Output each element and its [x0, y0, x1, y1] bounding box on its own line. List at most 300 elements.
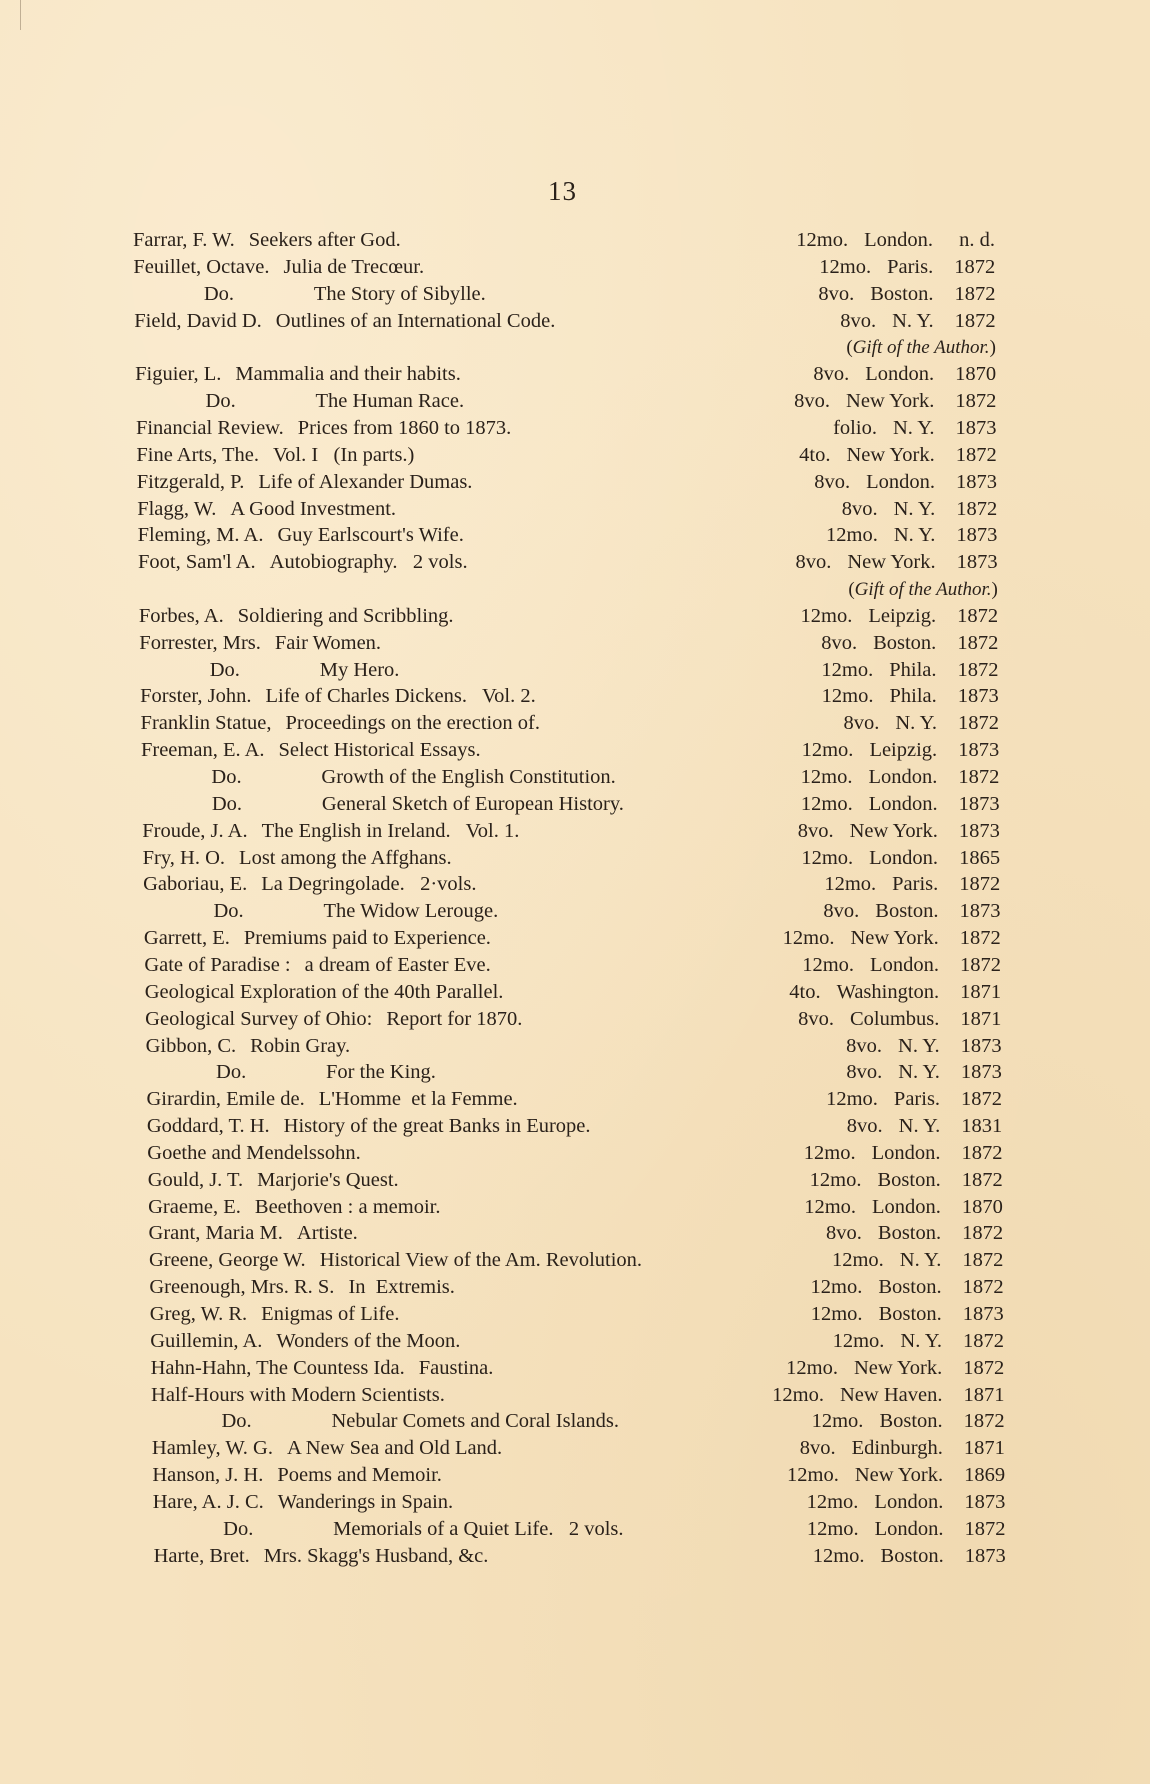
entry-title: Growth of the English Constitution. — [321, 766, 616, 788]
catalogue-entry — [136, 442, 414, 469]
entry-year: 1871 — [960, 980, 1002, 1003]
entry-title: History of the great Banks in Europe. — [283, 1115, 591, 1138]
entry-author: Gould, J. T. — [147, 1168, 244, 1191]
entry-place: Boston. — [880, 1544, 944, 1567]
entry-year: 1873 — [960, 1034, 1002, 1057]
entry-title: The Human Race. — [315, 390, 465, 413]
catalogue-entry — [141, 710, 540, 737]
entry-author: Grant, Maria M. — [148, 1222, 283, 1245]
entry-year: 1870 — [955, 363, 997, 386]
entry-place: Paris. — [893, 1088, 941, 1111]
entry-imprint — [807, 1516, 1006, 1543]
entry-imprint — [846, 1059, 1001, 1086]
entry-place: Phila. — [889, 685, 937, 708]
gift-note — [846, 334, 996, 361]
catalogue-entry — [144, 925, 491, 952]
entry-imprint — [802, 737, 1000, 764]
entry-author: Farrar, F. W. — [133, 229, 235, 251]
entry-imprint — [801, 791, 1000, 818]
entry-format: 12mo. — [801, 846, 854, 869]
entry-place: London. — [871, 1141, 941, 1164]
entry-place: Edinburgh. — [851, 1437, 943, 1460]
entry-title: Mammalia and their habits. — [235, 363, 461, 386]
catalogue-entry — [152, 1462, 442, 1489]
entry-place: London. — [872, 1195, 941, 1218]
catalogue-entry — [151, 1382, 459, 1409]
entry-imprint — [783, 925, 1001, 952]
entry-imprint — [798, 1006, 1001, 1033]
entry-format: 12mo. — [782, 927, 835, 950]
entry-format: 8vo. — [798, 1007, 834, 1030]
entry-title: Poems and Memoir. — [277, 1464, 442, 1487]
entry-imprint — [813, 361, 996, 388]
entry-title: Vol. I (In parts.) — [272, 443, 415, 466]
entry-format: 8vo. — [841, 497, 878, 520]
entry-format: 12mo. — [809, 1168, 862, 1191]
entry-place: London. — [870, 953, 939, 976]
entry-author: Hare, A. J. C. — [152, 1490, 264, 1513]
entry-format: 12mo. — [800, 792, 853, 815]
entry-year: 1872 — [961, 1088, 1003, 1111]
entry-year: 1871 — [963, 1383, 1005, 1406]
entry-author: Financial Review. — [135, 416, 284, 439]
entry-place: Washington. — [836, 980, 940, 1003]
entry-title: Lost among the Affghans. — [239, 846, 452, 869]
entry-author: Fleming, M. A. — [137, 524, 264, 547]
entry-imprint — [846, 1033, 1001, 1060]
entry-format: 12mo. — [806, 1490, 859, 1513]
entry-year: 1872 — [956, 497, 998, 520]
entry-title: Faustina. — [418, 1356, 494, 1379]
entry-year: 1873 — [964, 1490, 1006, 1513]
catalogue-entry — [150, 1301, 400, 1328]
entry-year: 1872 — [957, 604, 999, 627]
entry-title: Life of Charles Dickens. Vol. 2. — [265, 685, 536, 708]
entry-place: New York. — [847, 551, 936, 574]
entry-title: Proceedings on the erection of. — [285, 712, 540, 735]
entry-author: Gibbon, C. — [145, 1034, 237, 1057]
entry-place: Leipzig. — [869, 739, 938, 762]
catalogue-entry — [144, 952, 490, 979]
entry-place: N. Y. — [900, 1329, 943, 1352]
entry-format: 12mo. — [787, 1464, 839, 1487]
entry-author: Half-Hours with Modern Scientists. — [151, 1383, 445, 1406]
entry-format: 8vo. — [840, 309, 877, 332]
entry-format: 12mo. — [806, 1517, 859, 1540]
entry-title: Beethoven : a memoir. — [254, 1195, 441, 1218]
entry-title: Premiums paid to Experience. — [243, 927, 491, 950]
catalogue-entry — [146, 1059, 436, 1086]
entry-imprint — [772, 1382, 1004, 1409]
entry-place: Boston. — [877, 1168, 941, 1191]
entry-place: N. Y. — [898, 1061, 940, 1084]
entry-place: N. Y. — [899, 1249, 942, 1272]
entry-year: 1870 — [961, 1195, 1003, 1218]
entry-imprint — [812, 1408, 1005, 1435]
catalogue-entry — [141, 764, 615, 791]
entry-title: Report for 1870. — [386, 1007, 523, 1030]
entry-format: 12mo. — [819, 255, 872, 278]
entry-format: 12mo. — [810, 1303, 863, 1325]
entry-format: 12mo. — [831, 1249, 884, 1272]
entry-title: Mrs. Skagg's Husband, &c. — [263, 1544, 489, 1567]
entry-format: 8vo. — [846, 1061, 883, 1084]
entry-place: N. Y. — [893, 497, 936, 520]
entry-place: New Haven. — [839, 1383, 943, 1406]
ditto-mark: Do. — [203, 282, 235, 305]
entry-author: Flagg, W. — [137, 497, 217, 520]
entry-format: 12mo. — [832, 1329, 885, 1352]
entry-format: 4to. — [789, 980, 821, 1003]
entry-place: N. Y. — [898, 1034, 940, 1057]
entry-author: Harte, Bret. — [153, 1544, 250, 1567]
catalogue-entry — [151, 1355, 494, 1382]
entry-title: La Degringolade. 2·vols. — [261, 873, 477, 896]
catalogue-entry — [134, 308, 555, 335]
entry-imprint — [801, 764, 1000, 791]
catalogue-entry — [149, 1247, 642, 1274]
entry-format: 4to. — [799, 443, 831, 466]
entry-year: 1872 — [958, 766, 1000, 788]
entry-year: 1872 — [962, 1222, 1004, 1245]
entry-year: 1872 — [955, 390, 997, 413]
catalogue-entry — [139, 603, 454, 630]
entry-format: 8vo. — [843, 712, 880, 735]
entry-title: Seekers after God. — [248, 229, 401, 251]
entry-format: 12mo. — [826, 524, 878, 547]
entry-format: 8vo. — [795, 551, 832, 574]
entry-title: Autobiography. 2 vols. — [269, 551, 468, 574]
gift-note-text: Gift of the Author. — [854, 579, 992, 601]
catalogue-entry — [148, 1194, 440, 1221]
entry-year: 1873 — [955, 470, 997, 493]
entry-year: 1871 — [963, 1437, 1005, 1460]
entry-imprint — [847, 1113, 1002, 1140]
entry-format: 8vo. — [818, 282, 855, 305]
catalogue-entry — [143, 845, 452, 872]
entry-author: Geological Survey of Ohio: — [145, 1007, 373, 1030]
open-paren: ( — [848, 579, 855, 601]
catalogue-entry — [152, 1435, 502, 1462]
entry-imprint — [799, 442, 997, 469]
entry-imprint — [787, 1462, 1005, 1489]
entry-year: 1831 — [961, 1115, 1003, 1138]
open-paren: ( — [846, 337, 853, 359]
entry-title: Julia de Trecœur. — [283, 255, 425, 278]
entry-place: N. Y. — [895, 712, 937, 735]
catalogue-entry — [137, 496, 396, 523]
catalogue-entry — [153, 1516, 623, 1543]
entry-imprint — [821, 657, 998, 684]
entry-imprint — [801, 603, 999, 630]
entry-format: 8vo. — [846, 1034, 883, 1057]
catalogue-entry — [149, 1274, 455, 1301]
entry-format: 12mo. — [826, 1088, 878, 1111]
entry-author: Hahn-Hahn, The Countess Ida. — [150, 1356, 405, 1379]
entry-imprint — [813, 1543, 1006, 1570]
catalogue-entry — [146, 1086, 517, 1113]
catalogue-entry — [137, 469, 473, 496]
catalogue-entry — [141, 737, 481, 764]
entry-title: Wanderings in Spain. — [277, 1490, 454, 1513]
entry-author: Graeme, E. — [148, 1195, 241, 1218]
catalogue-entry — [136, 415, 511, 442]
catalogue-entry — [154, 1543, 489, 1570]
catalogue-entry — [133, 227, 401, 254]
entry-title: A Good Investment. — [230, 497, 397, 520]
entry-format: 12mo. — [772, 1383, 824, 1406]
entry-place: Boston. — [877, 1222, 942, 1245]
entry-year: 1872 — [961, 1141, 1003, 1164]
entry-title: The Story of Sibylle. — [313, 282, 486, 305]
entry-place: New York. — [846, 390, 935, 413]
ditto-mark: Do. — [211, 766, 242, 788]
entry-format: 12mo. — [802, 953, 855, 976]
entry-place: Boston. — [879, 1410, 943, 1433]
entry-imprint — [794, 388, 996, 415]
entry-format: 12mo. — [824, 873, 877, 896]
entry-year: 1872 — [963, 1329, 1005, 1352]
entry-year: 1873 — [956, 551, 998, 574]
entry-imprint — [833, 1328, 1004, 1355]
entry-imprint — [801, 845, 1000, 872]
catalogue-entry — [153, 1489, 453, 1516]
entry-place: Leipzig. — [868, 604, 937, 627]
entry-format: 8vo. — [821, 631, 858, 654]
entry-imprint — [818, 281, 995, 308]
entry-place: Boston. — [870, 282, 934, 305]
entry-year: 1872 — [959, 953, 1001, 976]
entry-imprint — [796, 227, 995, 254]
entry-author: Forbes, A. — [138, 604, 224, 627]
entry-title: Enigmas of Life. — [261, 1303, 400, 1325]
catalogue-entry — [148, 1167, 399, 1194]
entry-imprint — [821, 630, 998, 657]
catalogue-entry — [147, 1113, 591, 1140]
catalogue-entry — [136, 388, 465, 415]
entry-imprint — [814, 469, 997, 496]
catalogue-entry — [150, 1328, 460, 1355]
entry-place: London. — [869, 846, 939, 869]
entry-author: Fitzgerald, P. — [136, 470, 245, 493]
catalogue-entry — [149, 1220, 358, 1247]
entry-format: 12mo. — [786, 1356, 838, 1379]
entry-format: 8vo. — [814, 470, 851, 493]
entry-author: Figuier, L. — [135, 363, 222, 386]
entry-author: Fry, H. O. — [142, 846, 226, 869]
page-edge-mark — [20, 0, 21, 30]
entry-format: 12mo. — [821, 658, 874, 681]
entry-format: 12mo. — [812, 1544, 865, 1567]
entry-imprint — [826, 522, 997, 549]
entry-author: Garrett, E. — [143, 927, 230, 950]
entry-author: Greg, W. R. — [149, 1303, 248, 1325]
entry-year: 1873 — [957, 685, 999, 708]
entry-title: In Extremis. — [348, 1276, 455, 1299]
entry-author: Girardin, Emile de. — [146, 1088, 305, 1111]
catalogue-entry — [138, 522, 464, 549]
entry-year: 1873 — [958, 739, 1000, 762]
entry-year: 1872 — [955, 443, 997, 466]
entry-format: 8vo. — [823, 900, 860, 923]
entry-year: 1872 — [954, 309, 996, 332]
entry-place: New York. — [850, 927, 939, 950]
entry-imprint — [811, 1274, 1004, 1301]
entry-place: New York. — [846, 443, 935, 466]
entry-imprint — [833, 415, 996, 442]
catalogue-entry — [133, 254, 424, 281]
entry-format: 12mo. — [810, 1276, 863, 1299]
entry-place: N. Y. — [893, 524, 936, 547]
page-number: 13 — [548, 176, 577, 206]
entry-year: 1873 — [958, 792, 1000, 815]
entry-format: 12mo. — [801, 739, 854, 762]
ditto-mark: Do. — [216, 1061, 247, 1084]
entry-imprint — [786, 1355, 1004, 1382]
entry-year: 1872 — [954, 282, 996, 305]
entry-year: n. d. — [959, 229, 995, 251]
entry-imprint — [840, 308, 995, 335]
entry-author: Franklin Statue, — [140, 712, 272, 735]
entry-title: Memorials of a Quiet Life. 2 vols. — [333, 1517, 624, 1540]
entry-format: 8vo. — [826, 1222, 862, 1245]
entry-format: folio. — [833, 416, 877, 439]
entry-title: General Sketch of European History. — [321, 792, 624, 815]
entry-year: 1871 — [960, 1007, 1002, 1030]
entry-author: Guillemin, A. — [150, 1329, 263, 1352]
entry-year: 1872 — [957, 631, 999, 654]
entry-imprint — [826, 1086, 1002, 1113]
entry-format: 12mo. — [803, 1141, 856, 1164]
entry-title: The English in Ireland. Vol. 1. — [261, 819, 520, 842]
entry-author: Gate of Paradise : — [144, 953, 291, 976]
entry-imprint — [798, 818, 1000, 845]
entry-place: New York. — [849, 819, 938, 842]
entry-imprint — [802, 952, 1001, 979]
entry-format: 8vo. — [846, 1115, 883, 1138]
entry-imprint — [842, 496, 997, 523]
entry-title: Marjorie's Quest. — [257, 1168, 399, 1191]
entry-format: 12mo. — [796, 229, 849, 251]
entry-place: N. Y. — [892, 309, 934, 332]
entry-title: Life of Alexander Dumas. — [258, 470, 473, 493]
entry-imprint — [804, 1140, 1003, 1167]
entry-imprint — [844, 710, 999, 737]
entry-format: 8vo. — [797, 819, 834, 842]
entry-year: 1872 — [954, 255, 996, 278]
entry-imprint — [804, 1194, 1003, 1221]
catalogue-entry — [134, 281, 486, 308]
entry-place: Boston. — [875, 900, 939, 923]
entry-year: 1873 — [960, 1061, 1002, 1084]
entry-place: Paris. — [887, 255, 934, 278]
entry-place: London. — [865, 363, 935, 386]
entry-imprint — [811, 1301, 1004, 1328]
entry-place: Paris. — [892, 873, 939, 896]
close-paren: ) — [989, 337, 996, 359]
entry-format: 12mo. — [800, 766, 853, 788]
entry-author: Freeman, E. A. — [140, 739, 265, 762]
entry-imprint — [795, 549, 997, 576]
entry-year: 1872 — [959, 927, 1001, 950]
entry-imprint — [819, 254, 995, 281]
entry-title: Prices from 1860 to 1873. — [297, 416, 512, 439]
entry-place: New York. — [854, 1464, 944, 1487]
entry-format: 12mo. — [804, 1195, 857, 1218]
entry-title: L'Homme et la Femme. — [318, 1088, 518, 1111]
entry-format: 12mo. — [800, 604, 853, 627]
entry-imprint — [807, 1489, 1006, 1516]
catalogue-entry — [135, 361, 461, 388]
entry-title: a dream of Easter Eve. — [304, 953, 491, 976]
entry-year: 1872 — [957, 658, 999, 681]
entry-format: 8vo. — [794, 390, 831, 413]
catalogue-entry — [151, 1408, 619, 1435]
entry-format: 12mo. — [811, 1410, 864, 1433]
entry-author: Forrester, Mrs. — [139, 631, 261, 654]
entry-imprint — [832, 1247, 1003, 1274]
entry-year: 1872 — [959, 873, 1001, 896]
entry-place: London. — [868, 766, 938, 788]
entry-author: Gaboriau, E. — [143, 873, 248, 896]
entry-place: London. — [866, 470, 935, 493]
catalogue-entry — [138, 549, 468, 576]
entry-place: Columbus. — [849, 1007, 940, 1030]
catalogue-entry — [144, 898, 499, 925]
entry-author: Greenough, Mrs. R. S. — [149, 1276, 335, 1299]
ditto-mark: Do. — [211, 792, 242, 815]
entry-place: London. — [868, 792, 938, 815]
entry-year: 1872 — [962, 1249, 1004, 1272]
catalogue-entry — [145, 1006, 522, 1033]
entry-place: Phila. — [889, 658, 937, 681]
entry-author: Greene, George W. — [148, 1249, 306, 1272]
entry-author: Goethe and Mendelssohn. — [147, 1141, 361, 1164]
entry-imprint — [824, 871, 1000, 898]
entry-place: N. Y. — [892, 416, 935, 439]
close-paren: ) — [991, 579, 998, 601]
entry-title: Robin Gray. — [250, 1034, 351, 1057]
entry-year: 1872 — [963, 1356, 1005, 1379]
entry-title: Artiste. — [296, 1222, 358, 1245]
entry-title: Guy Earlscourt's Wife. — [277, 524, 464, 547]
entry-place: London. — [874, 1517, 944, 1540]
entry-title: A New Sea and Old Land. — [286, 1437, 503, 1460]
catalogue-entry — [145, 979, 518, 1006]
entry-author: Geological Exploration of the 40th Parallel. — [144, 980, 504, 1003]
entry-year: 1873 — [962, 1303, 1004, 1325]
ditto-mark: Do. — [223, 1517, 254, 1540]
entry-place: London. — [874, 1490, 944, 1513]
entry-author: Field, David D. — [134, 309, 262, 332]
entry-format: 12mo. — [821, 685, 874, 708]
catalogue-entry — [139, 630, 381, 657]
entry-title: Outlines of an International Code. — [275, 309, 556, 332]
entry-author: Foot, Sam'l A. — [138, 551, 256, 574]
entry-place: London. — [864, 229, 933, 251]
catalogue-entry — [140, 683, 536, 710]
entry-title: For the King. — [326, 1061, 436, 1084]
entry-year: 1873 — [959, 900, 1001, 923]
entry-title: Soldiering and Scribbling. — [237, 604, 454, 627]
catalogue-entry — [142, 791, 624, 818]
entry-imprint — [822, 683, 999, 710]
entry-title: Nebular Comets and Coral Islands. — [331, 1410, 619, 1433]
ditto-mark: Do. — [221, 1410, 252, 1433]
catalogue-entry — [147, 1140, 375, 1167]
entry-year: 1869 — [964, 1464, 1006, 1487]
entry-format: 8vo. — [813, 363, 850, 386]
